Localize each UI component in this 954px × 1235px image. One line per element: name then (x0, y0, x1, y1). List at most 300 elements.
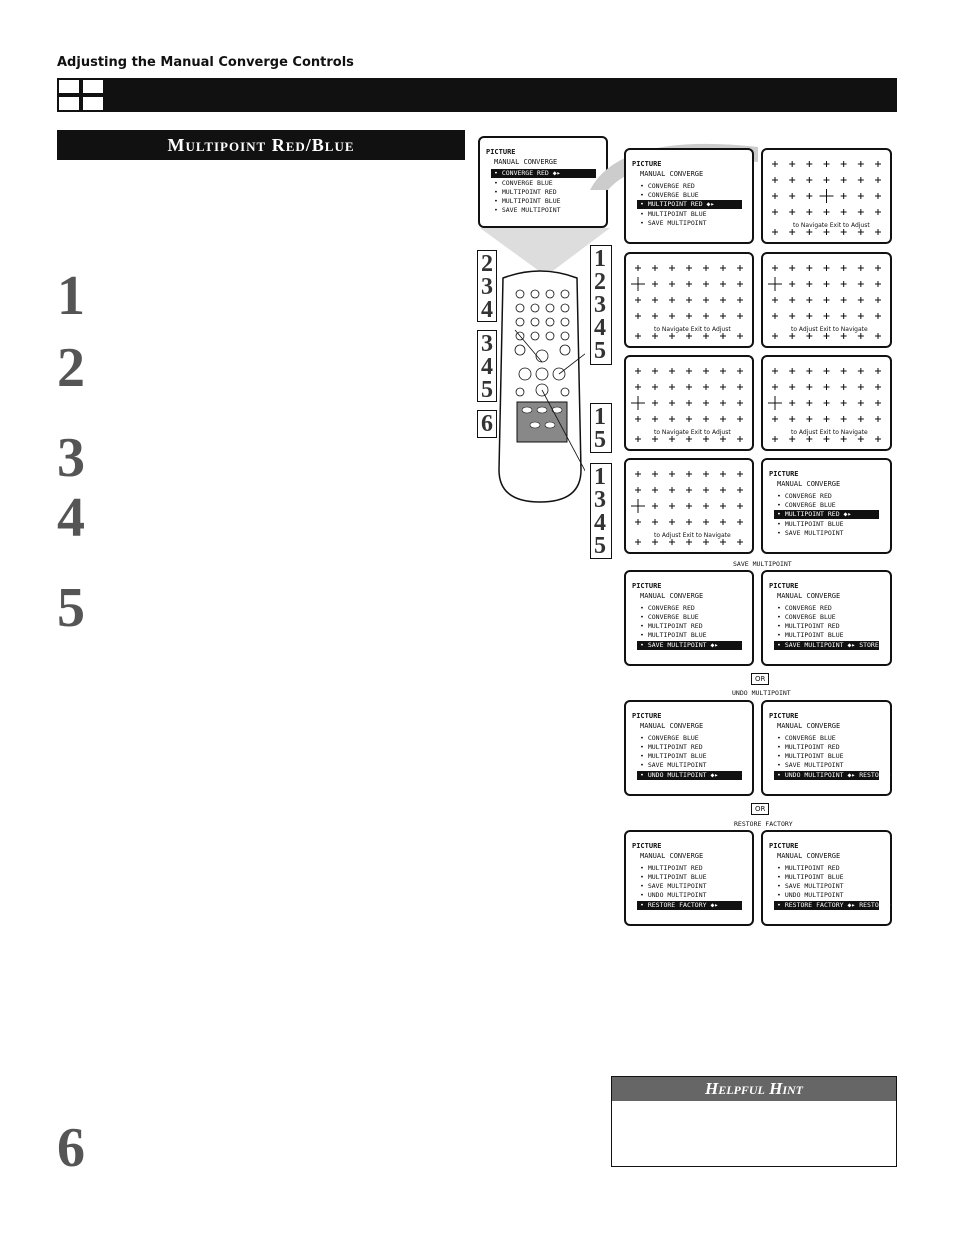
menu-item: • MULTIPOINT RED (494, 188, 557, 196)
crosshair-mark (772, 384, 778, 390)
breadcrumb: Adjusting the Manual Converge Controls (57, 55, 354, 70)
menu-item: • CONVERGE BLUE (777, 501, 836, 509)
crosshair-mark (635, 539, 641, 545)
crosshair-mark (652, 297, 658, 303)
step-label: 5 (594, 533, 606, 559)
menu-item: • MULTIPOINT RED (640, 622, 703, 630)
crosshair-mark (841, 436, 847, 442)
step-label: 3 (594, 487, 606, 513)
crosshair-mark (720, 265, 726, 271)
menu-item: • MULTIPOINT RED (640, 864, 703, 872)
menu-item: • MULTIPOINT BLUE (777, 873, 844, 881)
menu-item: • MULTIPOINT RED (777, 864, 840, 872)
menu-item: • MULTIPOINT RED (777, 622, 840, 630)
crosshair-mark (720, 487, 726, 493)
crosshair-mark (841, 209, 847, 215)
crosshair-mark (820, 189, 834, 203)
crosshair-mark (875, 229, 881, 235)
crosshair-mark (806, 313, 812, 319)
crosshair-mark (720, 471, 726, 477)
menu-title: PICTURE (632, 160, 662, 168)
crosshair-mark (669, 265, 675, 271)
crosshair-mark (772, 161, 778, 167)
crosshair-mark (772, 333, 778, 339)
crosshair-mark (858, 333, 864, 339)
crosshair-mark (841, 193, 847, 199)
crosshair-mark (635, 416, 641, 422)
menu-item: • CONVERGE BLUE (640, 191, 699, 199)
crosshair-mark (686, 313, 692, 319)
menu-item-selected: • SAVE MULTIPOINT ◆▸ STORED (774, 641, 879, 650)
menu-item: • CONVERGE RED (777, 492, 832, 500)
crosshair-mark (720, 384, 726, 390)
crosshair-mark (772, 436, 778, 442)
crosshair-mark (789, 333, 795, 339)
helpful-hint-box (611, 1076, 897, 1167)
crosshair-mark (635, 384, 641, 390)
crosshair-mark (858, 400, 864, 406)
crosshair-mark (669, 471, 675, 477)
crosshair-mark (720, 436, 726, 442)
crosshair-mark (703, 503, 709, 509)
crosshair-mark (875, 161, 881, 167)
crosshair-mark (635, 297, 641, 303)
step-number: 6 (57, 1117, 85, 1179)
crosshair-mark (772, 229, 778, 235)
crosshair-mark (720, 400, 726, 406)
crosshair-mark (789, 384, 795, 390)
step-label: 1 (594, 404, 606, 430)
crosshair-mark (737, 436, 743, 442)
crosshair-mark (789, 265, 795, 271)
crosshair-mark (789, 416, 795, 422)
crosshair-mark (772, 368, 778, 374)
crosshair-mark (789, 229, 795, 235)
crosshair-mark (686, 487, 692, 493)
crosshair-mark (720, 333, 726, 339)
crosshair-mark (635, 265, 641, 271)
menu-item: • UNDO MULTIPOINT (777, 891, 844, 899)
menu-item: • MULTIPOINT BLUE (777, 752, 844, 760)
converge-grid-screen (761, 355, 892, 451)
crosshair-mark (635, 333, 641, 339)
crosshair-mark (686, 519, 692, 525)
crosshair-mark (824, 177, 830, 183)
crosshair-mark (737, 297, 743, 303)
crosshair-mark (669, 436, 675, 442)
menu-item: • MULTIPOINT BLUE (640, 873, 707, 881)
menu-subtitle: MANUAL CONVERGE (777, 722, 841, 730)
crosshair-mark (824, 265, 830, 271)
crosshair-mark (772, 177, 778, 183)
crosshair-mark (824, 209, 830, 215)
crosshair-mark (652, 368, 658, 374)
crosshair-mark (652, 313, 658, 319)
crosshair-mark (824, 161, 830, 167)
step-number: 2 (57, 337, 85, 399)
menu-item: • CONVERGE RED (640, 182, 695, 190)
crosshair-mark (875, 209, 881, 215)
menu-item-selected: • UNDO MULTIPOINT ◆▸ (637, 771, 742, 780)
crosshair-mark (858, 368, 864, 374)
crosshair-mark (806, 333, 812, 339)
menu-item: • CONVERGE BLUE (640, 613, 699, 621)
crosshair-mark (652, 471, 658, 477)
crosshair-mark (875, 297, 881, 303)
crosshair-mark (806, 193, 812, 199)
step-label: 3 (481, 331, 493, 357)
crosshair-mark (768, 277, 782, 291)
crosshair-mark (669, 368, 675, 374)
crosshair-mark (669, 539, 675, 545)
crosshair-mark (875, 368, 881, 374)
crosshair-mark (703, 281, 709, 287)
menu-screen (761, 700, 892, 796)
menu-screen (624, 148, 754, 244)
crosshair-mark (631, 396, 645, 410)
step-label: 5 (594, 338, 606, 364)
crosshair-mark (858, 384, 864, 390)
menu-title: PICTURE (769, 712, 799, 720)
caption-restore: RESTORE FACTORY (734, 820, 793, 828)
grid-hint: to Adjust Exit to Navigate (654, 532, 731, 539)
crosshair-mark (841, 368, 847, 374)
crosshair-mark (806, 297, 812, 303)
crosshair-mark (772, 209, 778, 215)
remote-control-icon (495, 270, 585, 505)
menu-item: • MULTIPOINT BLUE (777, 631, 844, 639)
menu-subtitle: MANUAL CONVERGE (640, 592, 704, 600)
crosshair-mark (789, 297, 795, 303)
crosshair-mark (686, 368, 692, 374)
crosshair-mark (841, 177, 847, 183)
menu-item-selected: • UNDO MULTIPOINT ◆▸ RESTORED (774, 771, 879, 780)
section-title (57, 130, 465, 160)
crosshair-mark (703, 487, 709, 493)
crosshair-mark (824, 229, 830, 235)
crosshair-mark (772, 297, 778, 303)
crosshair-mark (806, 400, 812, 406)
crosshair-mark (841, 297, 847, 303)
step-label: 5 (594, 427, 606, 453)
menu-screen (624, 700, 754, 796)
crosshair-mark (806, 368, 812, 374)
crosshair-mark (737, 281, 743, 287)
crosshair-mark (789, 281, 795, 287)
crosshair-mark (824, 333, 830, 339)
menu-subtitle: MANUAL CONVERGE (777, 592, 841, 600)
crosshair-mark (720, 297, 726, 303)
crosshair-mark (789, 436, 795, 442)
section-title-text: Multipoint Red/Blue (167, 134, 355, 155)
crosshair-mark (875, 384, 881, 390)
crosshair-mark (652, 436, 658, 442)
crosshair-mark (806, 436, 812, 442)
crosshair-mark (686, 539, 692, 545)
menu-screen (761, 570, 892, 666)
crosshair-mark (669, 297, 675, 303)
menu-item: • MULTIPOINT BLUE (640, 631, 707, 639)
crosshair-mark (789, 209, 795, 215)
crosshair-mark (789, 161, 795, 167)
converge-grid-screen (624, 355, 754, 451)
menu-item: • CONVERGE BLUE (777, 734, 836, 742)
crosshair-mark (858, 265, 864, 271)
menu-item: • SAVE MULTIPOINT (640, 761, 707, 769)
menu-item: • CONVERGE BLUE (777, 613, 836, 621)
crosshair-mark (841, 161, 847, 167)
crosshair-mark (824, 436, 830, 442)
crosshair-mark (635, 519, 641, 525)
crosshair-mark (669, 416, 675, 422)
crosshair-mark (635, 471, 641, 477)
menu-title: PICTURE (769, 582, 799, 590)
menu-item: • CONVERGE BLUE (640, 734, 699, 742)
step-label: 4 (481, 297, 493, 323)
or-label: OR (751, 673, 769, 685)
menu-item: • SAVE MULTIPOINT (777, 529, 844, 537)
crosshair-mark (824, 368, 830, 374)
crosshair-mark (824, 281, 830, 287)
menu-item: • SAVE MULTIPOINT (777, 882, 844, 890)
crosshair-mark (737, 313, 743, 319)
crosshair-mark (737, 519, 743, 525)
menu-title: PICTURE (769, 470, 799, 478)
menu-item: • SAVE MULTIPOINT (494, 206, 561, 214)
crosshair-mark (669, 487, 675, 493)
crosshair-mark (858, 313, 864, 319)
converge-grid-screen (761, 148, 892, 244)
crosshair-mark (669, 503, 675, 509)
crosshair-mark (652, 333, 658, 339)
step-label: 4 (594, 315, 606, 341)
crosshair-mark (806, 161, 812, 167)
crosshair-mark (841, 416, 847, 422)
crosshair-mark (806, 384, 812, 390)
menu-item-selected: • CONVERGE RED ◆▸ (491, 169, 596, 178)
crosshair-mark (703, 436, 709, 442)
menu-subtitle: MANUAL CONVERGE (640, 852, 704, 860)
crosshair-mark (737, 333, 743, 339)
crosshair-mark (737, 384, 743, 390)
menu-subtitle: MANUAL CONVERGE (777, 480, 841, 488)
crosshair-mark (635, 313, 641, 319)
crosshair-mark (737, 368, 743, 374)
menu-item: • CONVERGE BLUE (494, 179, 553, 187)
crosshair-mark (875, 193, 881, 199)
crosshair-mark (858, 161, 864, 167)
crosshair-mark (841, 384, 847, 390)
converge-grid-screen (624, 252, 754, 348)
menu-item-selected: • RESTORE FACTORY ◆▸ RESTORED (774, 901, 879, 910)
crosshair-mark (875, 400, 881, 406)
crosshair-mark (875, 281, 881, 287)
menu-title: PICTURE (632, 712, 662, 720)
crosshair-mark (703, 384, 709, 390)
crosshair-mark (841, 313, 847, 319)
grid-hint: to Navigate Exit to Adjust (654, 326, 731, 333)
crosshair-mark (686, 265, 692, 271)
menu-item: • MULTIPOINT BLUE (777, 520, 844, 528)
menu-item: • SAVE MULTIPOINT (640, 219, 707, 227)
menu-item: • SAVE MULTIPOINT (640, 882, 707, 890)
step-number: 5 (57, 577, 85, 639)
crosshair-mark (631, 499, 645, 513)
crosshair-mark (737, 400, 743, 406)
menu-screen (624, 830, 754, 926)
step-number: 1 (57, 265, 85, 327)
crosshair-mark (686, 416, 692, 422)
crosshair-mark (858, 229, 864, 235)
crosshair-mark (806, 177, 812, 183)
crosshair-mark (686, 333, 692, 339)
crosshair-mark (875, 416, 881, 422)
crosshair-mark (703, 416, 709, 422)
step-label: 1 (594, 246, 606, 272)
crosshair-mark (875, 177, 881, 183)
crosshair-mark (703, 297, 709, 303)
crosshair-mark (806, 265, 812, 271)
crosshair-mark (669, 313, 675, 319)
crosshair-mark (875, 265, 881, 271)
crosshair-mark (686, 471, 692, 477)
menu-subtitle: MANUAL CONVERGE (640, 170, 704, 178)
crosshair-mark (841, 400, 847, 406)
crosshair-mark (703, 368, 709, 374)
menu-item: • CONVERGE RED (777, 604, 832, 612)
menu-title: PICTURE (769, 842, 799, 850)
crosshair-mark (824, 400, 830, 406)
crosshair-mark (841, 281, 847, 287)
crosshair-mark (806, 229, 812, 235)
step-label: 4 (594, 510, 606, 536)
crosshair-mark (652, 384, 658, 390)
crosshair-mark (858, 209, 864, 215)
crosshair-mark (635, 487, 641, 493)
crosshair-mark (652, 400, 658, 406)
crosshair-mark (858, 297, 864, 303)
crosshair-mark (824, 313, 830, 319)
crosshair-mark (652, 265, 658, 271)
crosshair-mark (772, 265, 778, 271)
crosshair-mark (720, 416, 726, 422)
crosshair-mark (858, 193, 864, 199)
menu-title: PICTURE (486, 148, 516, 156)
crosshair-mark (858, 416, 864, 422)
crosshair-mark (772, 416, 778, 422)
crosshair-mark (720, 519, 726, 525)
converge-grid-screen (761, 252, 892, 348)
crosshair-mark (703, 400, 709, 406)
crosshair-mark (686, 384, 692, 390)
crosshair-mark (720, 503, 726, 509)
crosshair-mark (772, 313, 778, 319)
step-label: 3 (481, 274, 493, 300)
crosshair-mark (635, 368, 641, 374)
crosshair-mark (703, 333, 709, 339)
crosshair-mark (652, 487, 658, 493)
menu-item: • UNDO MULTIPOINT (640, 891, 707, 899)
crosshair-mark (737, 471, 743, 477)
crosshair-mark (652, 539, 658, 545)
crosshair-mark (703, 313, 709, 319)
crosshair-mark (772, 193, 778, 199)
crosshair-mark (669, 400, 675, 406)
crosshair-mark (824, 297, 830, 303)
menu-title: PICTURE (632, 842, 662, 850)
header-bar (57, 78, 897, 112)
crosshair-logo-icon (57, 78, 105, 112)
menu-item: • MULTIPOINT BLUE (640, 752, 707, 760)
menu-item: • MULTIPOINT RED (777, 743, 840, 751)
crosshair-mark (806, 416, 812, 422)
or-label: OR (751, 803, 769, 815)
crosshair-mark (686, 400, 692, 406)
caption-save: SAVE MULTIPOINT (733, 560, 792, 568)
crosshair-mark (737, 416, 743, 422)
menu-item-selected: • MULTIPOINT RED ◆▸ (774, 510, 879, 519)
menu-item: • MULTIPOINT BLUE (494, 197, 561, 205)
menu-subtitle: MANUAL CONVERGE (777, 852, 841, 860)
menu-subtitle: MANUAL CONVERGE (494, 158, 558, 166)
crosshair-mark (669, 384, 675, 390)
menu-item: • MULTIPOINT BLUE (640, 210, 707, 218)
grid-hint: to Navigate Exit to Adjust (654, 429, 731, 436)
crosshair-mark (703, 471, 709, 477)
crosshair-mark (635, 436, 641, 442)
crosshair-mark (720, 539, 726, 545)
crosshair-mark (858, 436, 864, 442)
crosshair-mark (652, 281, 658, 287)
crosshair-mark (789, 400, 795, 406)
menu-title: PICTURE (632, 582, 662, 590)
menu-subtitle: MANUAL CONVERGE (640, 722, 704, 730)
menu-item-selected: • SAVE MULTIPOINT ◆▸ (637, 641, 742, 650)
crosshair-mark (737, 487, 743, 493)
crosshair-mark (737, 503, 743, 509)
menu-item-selected: • MULTIPOINT RED ◆▸ (637, 200, 742, 209)
menu-screen (761, 830, 892, 926)
step-number: 3 (57, 427, 85, 489)
crosshair-mark (737, 539, 743, 545)
crosshair-mark (669, 281, 675, 287)
crosshair-mark (686, 436, 692, 442)
crosshair-mark (841, 333, 847, 339)
grid-hint: to Adjust Exit to Navigate (791, 326, 868, 333)
menu-screen (761, 458, 892, 554)
step-number: 4 (57, 487, 85, 549)
grid-hint: to Navigate Exit to Adjust (793, 222, 870, 229)
step-label: 1 (594, 464, 606, 490)
hint-title: Helpful Hint (612, 1077, 896, 1101)
grid-hint: to Adjust Exit to Navigate (791, 429, 868, 436)
crosshair-mark (703, 519, 709, 525)
crosshair-mark (686, 503, 692, 509)
step-label: 2 (594, 269, 606, 295)
menu-item-selected: • RESTORE FACTORY ◆▸ (637, 901, 742, 910)
crosshair-mark (875, 436, 881, 442)
crosshair-mark (652, 416, 658, 422)
crosshair-mark (652, 503, 658, 509)
crosshair-mark (789, 368, 795, 374)
crosshair-mark (737, 265, 743, 271)
crosshair-mark (669, 333, 675, 339)
crosshair-mark (686, 297, 692, 303)
crosshair-mark (841, 229, 847, 235)
crosshair-mark (703, 539, 709, 545)
converge-grid-screen (624, 458, 754, 554)
crosshair-mark (824, 384, 830, 390)
